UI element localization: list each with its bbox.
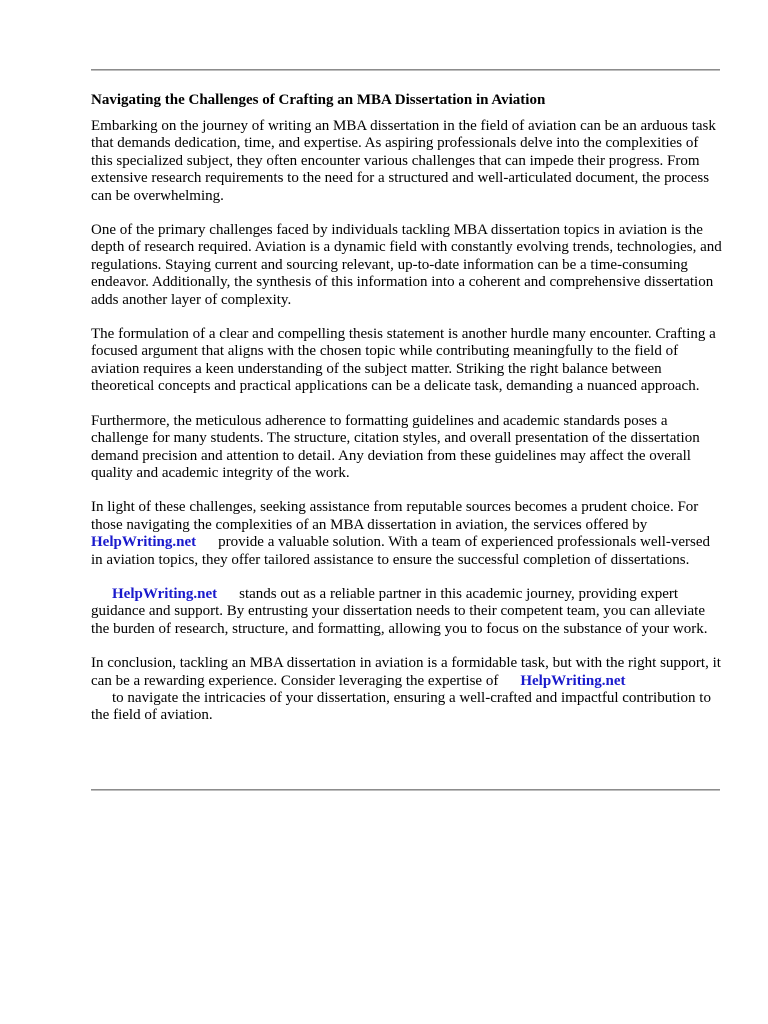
paragraph-intro: Embarking on the journey of writing an MBA dissertation in the field of aviation can be an arduous task that demands dedication, time, and expertise. As aspiring professionals delve into the complexities of this specialized subject, they often encounter various challenges that can impede their progress. From extensive research requirements to the need for a structured and well-articulated document, the process can be overwhelming. bbox=[91, 118, 716, 204]
bottom-divider bbox=[91, 789, 720, 791]
paragraph-partner bbox=[91, 586, 723, 638]
paragraph-conclusion bbox=[91, 655, 723, 725]
paragraph-conclusion-text-before: In conclusion, tackling an MBA dissertation in aviation is a formidable task, but with the right support, it can be a rewarding experience. Consider leveraging the expertise of bbox=[91, 655, 721, 689]
paragraph-thesis: The formulation of a clear and compelling thesis statement is another hurdle many encounter. Crafting a focused argument that aligns with the chosen topic while contributing meaningfully to the field of aviation requires a keen understanding of the subject matter. Striking the right balance between theoretical concepts and practical applications can be a delicate task, demanding a nuanced approach. bbox=[91, 326, 716, 395]
paragraph-assistance-text-before: In light of these challenges, seeking assistance from reputable sources becomes a prudent choice. For those navigating the complexities of an MBA dissertation in aviation, the services offered by bbox=[91, 499, 699, 533]
paragraph-research: One of the primary challenges faced by individuals tackling MBA dissertation topics in aviation is the depth of research required. Aviation is a dynamic field with constantly evolving trends, technologies, and regulations. Staying current and sourcing relevant, up-to-date information can be a time-consuming endeavor. Additionally, the synthesis of this information into a coherent and comprehensive dissertation adds another layer of complexity. bbox=[91, 222, 722, 308]
paragraph-conclusion-text-after: to navigate the intricacies of your dissertation, ensuring a well-crafted and impactful contribution to the field of aviation. bbox=[91, 689, 711, 724]
helpwriting-link-3[interactable]: HelpWriting.net bbox=[520, 672, 626, 689]
paragraph-assistance-text-after: provide a valuable solution. With a team of experienced professionals well-versed in aviation topics, they offer tailored assistance to ensure the successful completion of dissertations. bbox=[91, 534, 711, 568]
paragraph-assistance bbox=[91, 499, 723, 569]
helpwriting-link-1[interactable]: HelpWriting.net bbox=[91, 534, 197, 551]
paragraph-formatting: Furthermore, the meticulous adherence to formatting guidelines and academic standards poses a challenge for many students. The structure, citation styles, and overall presentation of the dissertation demand precision and attention to detail. Any deviation from these guidelines may affect the overall quality and academic integrity of the work. bbox=[91, 412, 700, 481]
top-divider bbox=[91, 69, 720, 71]
document-title: Navigating the Challenges of Crafting an MBA Dissertation in Aviation bbox=[91, 92, 546, 108]
document-body bbox=[91, 90, 723, 742]
paragraph-partner-text: stands out as a reliable partner in this academic journey, providing expert guidance and support. By entrusting your dissertation needs to their competent team, you can alleviate the burden of research, structure, and formatting, allowing you to focus on the substance of your work. bbox=[91, 585, 708, 637]
helpwriting-link-2[interactable]: HelpWriting.net bbox=[112, 585, 218, 602]
